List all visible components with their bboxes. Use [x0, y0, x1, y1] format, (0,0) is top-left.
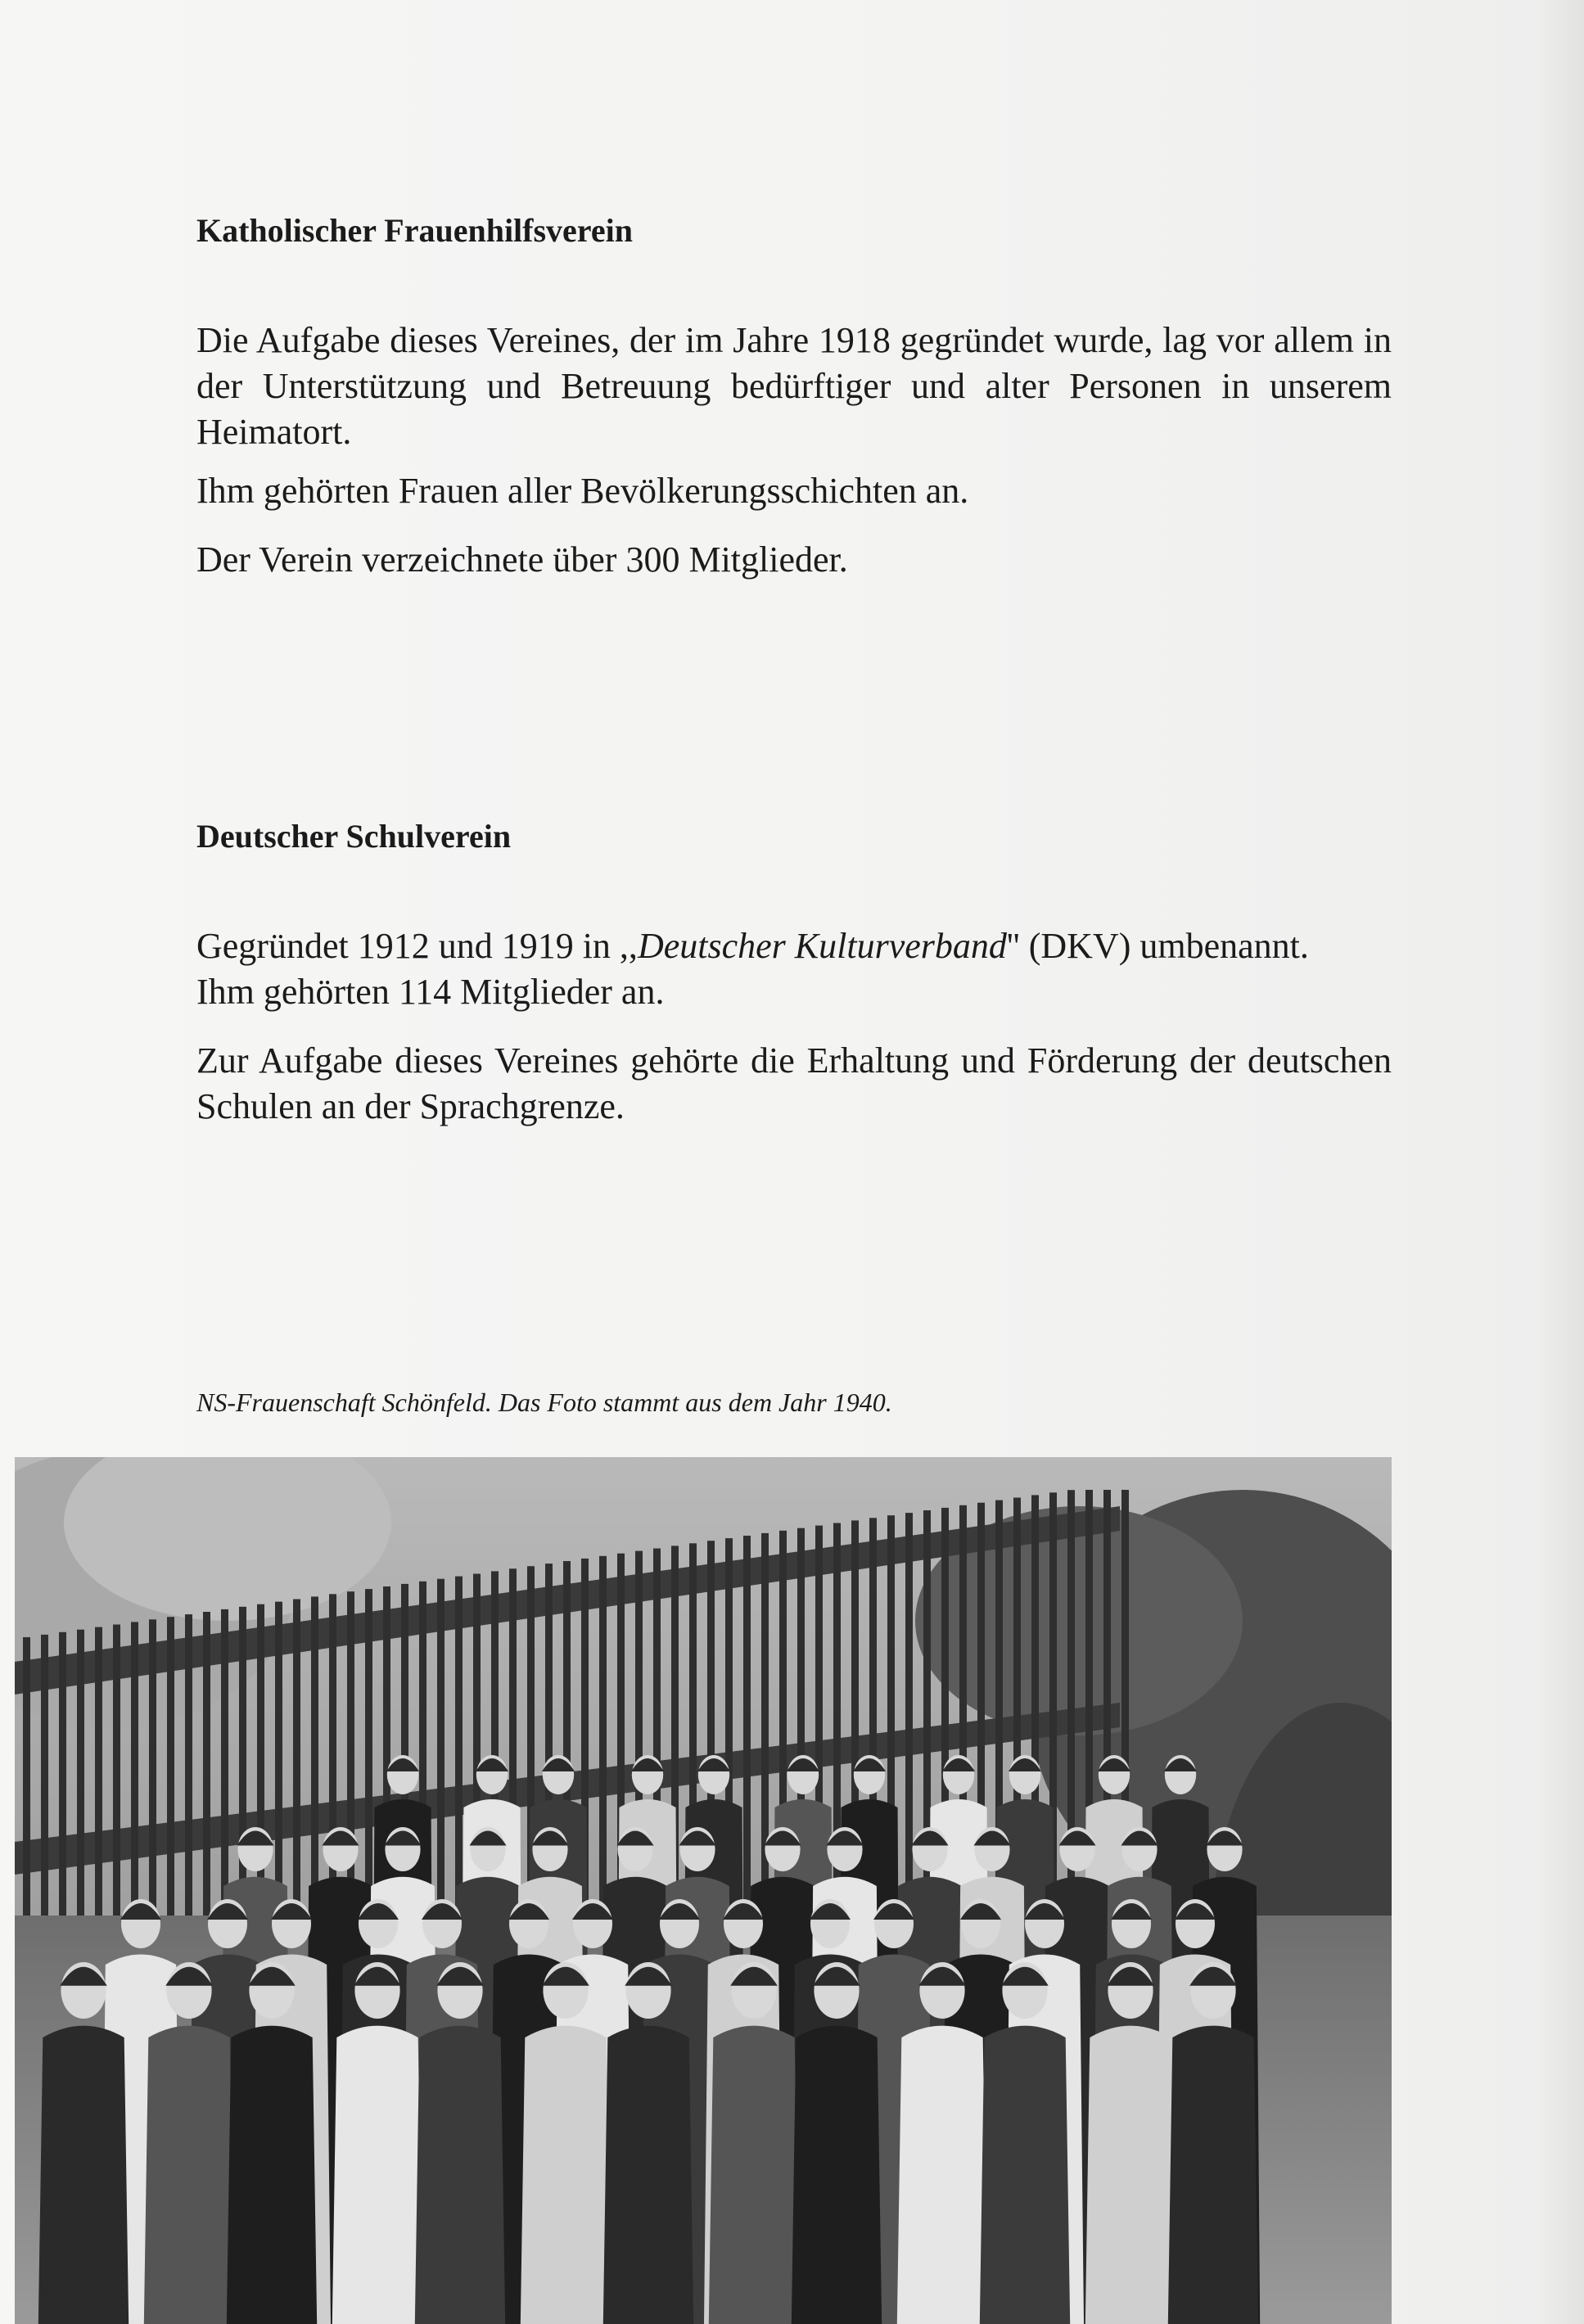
gruendung-text: Gegründet 1912 und 1919 in ,,: [196, 926, 638, 966]
fence-picket: [167, 1617, 174, 1965]
kulturverband-name: Deutscher Kulturverband: [637, 926, 1007, 966]
fence-picket: [95, 1627, 102, 1965]
heading-frauenhilfsverein: Katholischer Frauenhilfsverein: [196, 212, 633, 249]
gruendung-text-end: '' (DKV) umbenannt.: [1006, 926, 1309, 966]
photo-caption: NS-Frauenschaft Schönfeld. Das Foto stammt aus dem Jahr 1940.: [196, 1388, 892, 1417]
group-photo: [15, 1457, 1392, 2324]
paragraph-mitglieder-schulverein: Ihm gehörten 114 Mitglieder an.: [196, 972, 665, 1012]
paragraph-mitglieder-schichten: Ihm gehörten Frauen aller Bevölkerungsschichten an.: [196, 471, 969, 511]
heading-schulverein: Deutscher Schulverein: [196, 818, 512, 855]
fence-picket: [41, 1635, 48, 1965]
fence-picket: [59, 1632, 66, 1965]
fence-picket: [203, 1612, 210, 1965]
paragraph-aufgabe-frauenhilfsverein: Die Aufgabe dieses Vereines, der im Jahre 1918 gegründet wurde, lag vor allem in der Unterstützung und Betreuung bedürftiger und alter Personen in unserem Heimatort.: [196, 320, 1392, 452]
fence-picket: [77, 1630, 84, 1965]
fence-picket: [113, 1625, 120, 1965]
paragraph-gruendung-schulverein: [196, 923, 1400, 969]
group-photo-image: [15, 1457, 1392, 2324]
paragraph-aufgabe-schulverein: Zur Aufgabe dieses Vereines gehörte die Erhaltung und Förderung der deutschen Schulen an der Sprachgrenze.: [196, 1040, 1392, 1126]
fence-picket: [185, 1614, 192, 1965]
paragraph-mitgliederzahl: Der Verein verzeichnete über 300 Mitglieder.: [196, 539, 848, 580]
